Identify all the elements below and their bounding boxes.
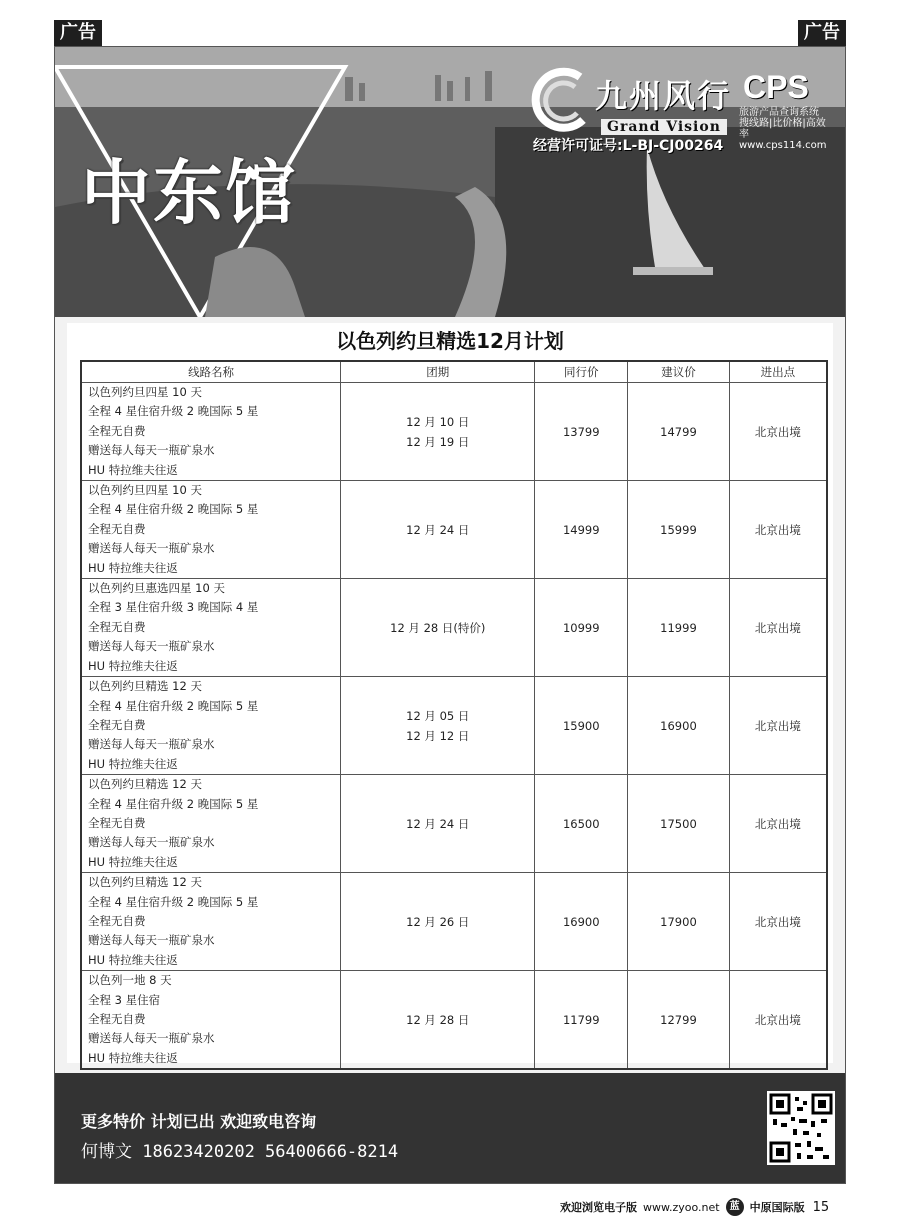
peer-price-cell: 13799 bbox=[535, 383, 628, 481]
peer-price-cell: 11799 bbox=[535, 971, 628, 1070]
cps-tagline: 旅游产品查询系统 搜线路|比价格|高效率 www.cps114.com bbox=[739, 107, 827, 151]
port-cell: 北京出境 bbox=[729, 677, 827, 775]
table-row bbox=[81, 775, 827, 873]
port-cell: 北京出境 bbox=[729, 775, 827, 873]
edition-name: 中原国际版 bbox=[749, 1201, 805, 1214]
port-cell: 北京出境 bbox=[729, 579, 827, 677]
retail-price-cell: 15999 bbox=[628, 481, 730, 579]
dates-cell: 12 月 10 日 12 月 19 日 bbox=[341, 383, 535, 481]
peer-price-cell: 16900 bbox=[535, 873, 628, 971]
contact-footer bbox=[55, 1073, 845, 1183]
route-cell: 以色列一地 8 天 全程 3 星住宿 全程无自费 赠送每人每天一瓶矿泉水 HU 特拉维夫往返 bbox=[81, 971, 341, 1070]
retail-price-cell: 11999 bbox=[628, 579, 730, 677]
peer-price-cell: 14999 bbox=[535, 481, 628, 579]
ad-label-right: 广告 bbox=[798, 20, 846, 46]
table-row bbox=[81, 873, 827, 971]
cps-logo: CPS bbox=[743, 69, 809, 105]
retail-price-cell: 12799 bbox=[628, 971, 730, 1070]
plan-table-area bbox=[67, 323, 833, 1063]
route-cell: 以色列约旦精选 12 天 全程 4 星住宿升级 2 晚国际 5 星 全程无自费 赠送每人每天一瓶矿泉水 HU 特拉维夫往返 bbox=[81, 677, 341, 775]
port-cell: 北京出境 bbox=[729, 481, 827, 579]
retail-price-cell: 17500 bbox=[628, 775, 730, 873]
page-footer-bar bbox=[560, 1196, 850, 1218]
dates-cell: 12 月 26 日 bbox=[341, 873, 535, 971]
price-table bbox=[80, 360, 828, 1070]
retail-price-cell: 17900 bbox=[628, 873, 730, 971]
logo-swirl-icon bbox=[525, 65, 595, 135]
dates-cell: 12 月 28 日(特价) bbox=[341, 579, 535, 677]
route-cell: 以色列约旦惠选四星 10 天 全程 3 星住宿升级 3 晚国际 4 星 全程无自费 赠送每人每天一瓶矿泉水 HU 特拉维夫往返 bbox=[81, 579, 341, 677]
table-row bbox=[81, 677, 827, 775]
table-row bbox=[81, 481, 827, 579]
license-number: 经营许可证号:L-BJ-CJ00264 bbox=[533, 138, 724, 154]
banner bbox=[55, 47, 845, 317]
header-port: 进出点 bbox=[729, 361, 827, 383]
port-cell: 北京出境 bbox=[729, 383, 827, 481]
website-link[interactable]: www.zyoo.net bbox=[643, 1200, 720, 1214]
header-route: 线路名称 bbox=[81, 361, 341, 383]
ad-label-left: 广告 bbox=[54, 20, 102, 46]
port-cell: 北京出境 bbox=[729, 971, 827, 1070]
logo-name: 九州风行 bbox=[595, 77, 732, 115]
table-title: 以色列约旦精选12月计划 bbox=[336, 329, 564, 353]
logo-english: Grand Vision bbox=[601, 119, 727, 135]
dates-cell: 12 月 05 日 12 月 12 日 bbox=[341, 677, 535, 775]
route-cell: 以色列约旦精选 12 天 全程 4 星住宿升级 2 晚国际 5 星 全程无自费 赠送每人每天一瓶矿泉水 HU 特拉维夫往返 bbox=[81, 873, 341, 971]
qr-code-icon bbox=[767, 1091, 835, 1165]
header-dates: 团期 bbox=[341, 361, 535, 383]
table-row bbox=[81, 971, 827, 1070]
page-number: 15 bbox=[812, 1199, 830, 1215]
dates-cell: 12 月 24 日 bbox=[341, 775, 535, 873]
table-row bbox=[81, 383, 827, 481]
retail-price-cell: 14799 bbox=[628, 383, 730, 481]
retail-price-cell: 16900 bbox=[628, 677, 730, 775]
header-peer-price: 同行价 bbox=[535, 361, 628, 383]
peer-price-cell: 16500 bbox=[535, 775, 628, 873]
dates-cell: 12 月 24 日 bbox=[341, 481, 535, 579]
peer-price-cell: 15900 bbox=[535, 677, 628, 775]
header-retail-price: 建议价 bbox=[628, 361, 730, 383]
peer-price-cell: 10999 bbox=[535, 579, 628, 677]
table-row bbox=[81, 579, 827, 677]
route-cell: 以色列约旦精选 12 天 全程 4 星住宿升级 2 晚国际 5 星 全程无自费 赠送每人每天一瓶矿泉水 HU 特拉维夫往返 bbox=[81, 775, 341, 873]
welcome-text: 欢迎浏览电子版 bbox=[560, 1201, 637, 1214]
edition-badge-icon: 蓝 bbox=[726, 1198, 744, 1216]
dates-cell: 12 月 28 日 bbox=[341, 971, 535, 1070]
banner-title: 中东馆 bbox=[81, 152, 297, 234]
contact-text: 何博文 18623420202 56400666-8214 bbox=[81, 1142, 399, 1162]
advertisement-page bbox=[54, 46, 846, 1184]
route-cell: 以色列约旦四星 10 天 全程 4 星住宿升级 2 晚国际 5 星 全程无自费 赠送每人每天一瓶矿泉水 HU 特拉维夫往返 bbox=[81, 481, 341, 579]
port-cell: 北京出境 bbox=[729, 873, 827, 971]
promo-text: 更多特价 计划已出 欢迎致电咨询 bbox=[81, 1112, 317, 1131]
route-cell: 以色列约旦四星 10 天 全程 4 星住宿升级 2 晚国际 5 星 全程无自费 赠送每人每天一瓶矿泉水 HU 特拉维夫往返 bbox=[81, 383, 341, 481]
